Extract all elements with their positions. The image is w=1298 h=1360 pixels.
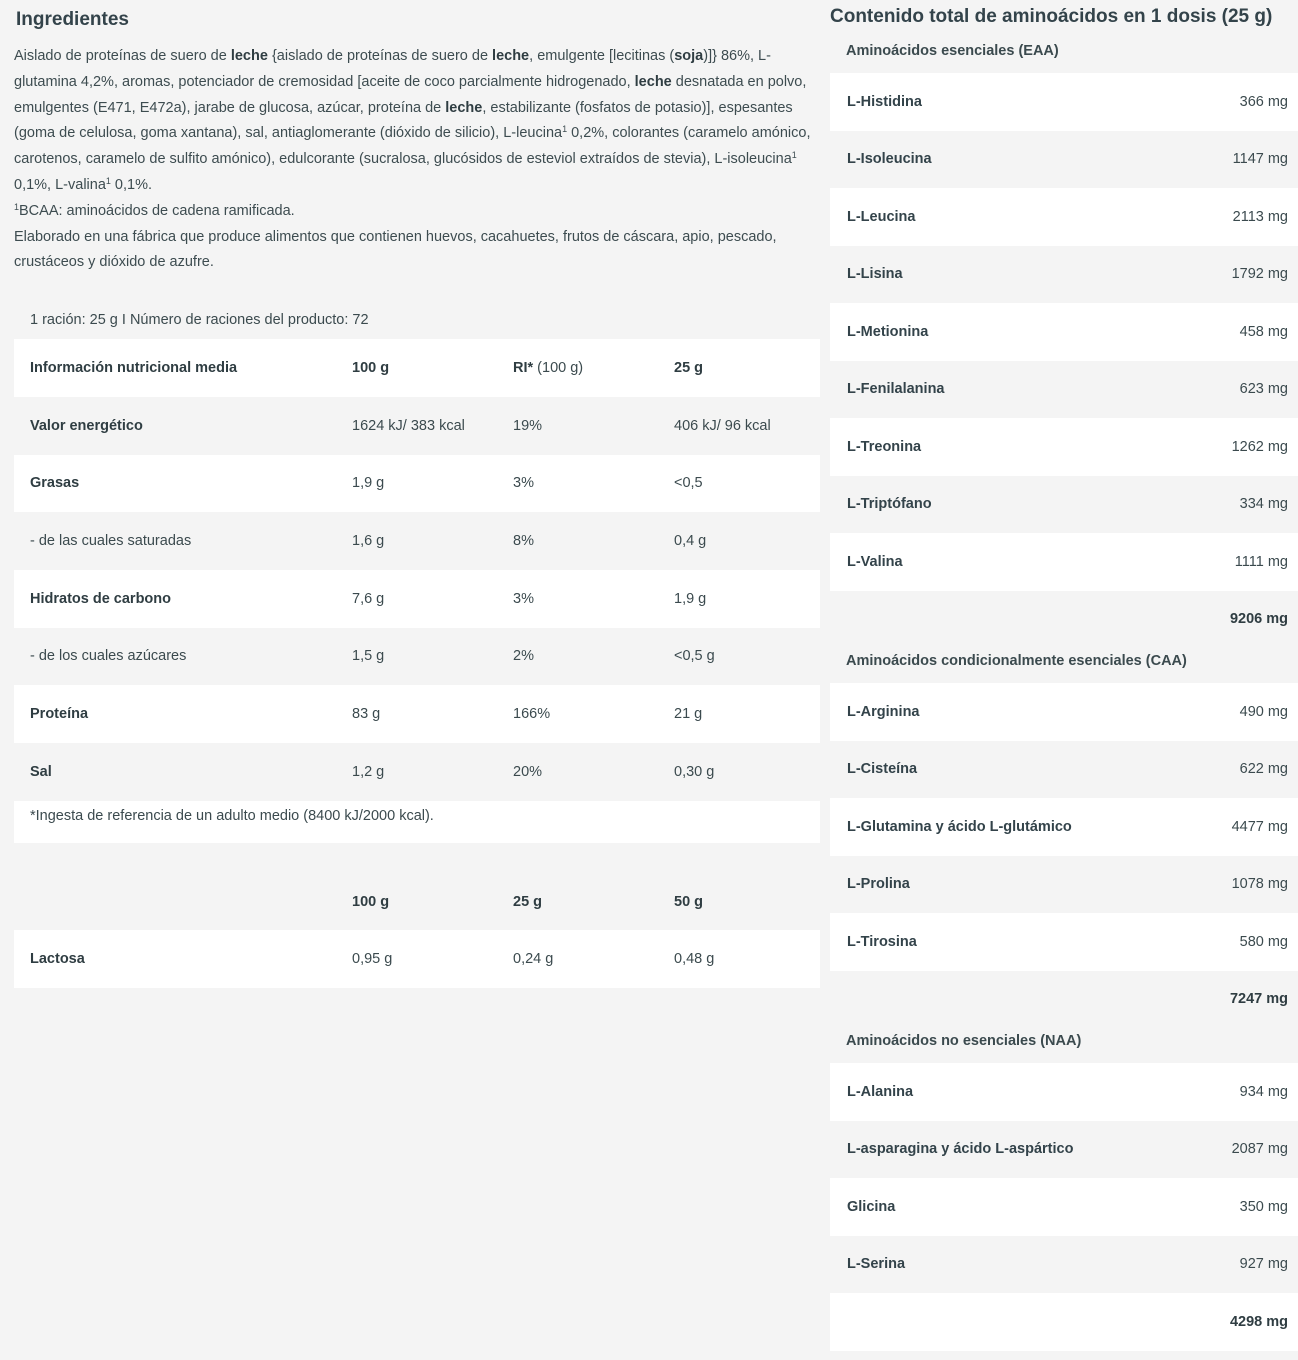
value-25g: 406 kJ/ 96 kcal bbox=[658, 397, 820, 455]
amino-group-header: Aminoácidos esenciales (EAA) bbox=[830, 38, 1298, 73]
amino-value: 1078 mg bbox=[1231, 876, 1288, 893]
amino-value: 1147 mg bbox=[1232, 151, 1288, 168]
amino-name: L-Serina bbox=[847, 1256, 906, 1273]
amino-value: 2113 mg bbox=[1232, 208, 1288, 225]
nutrition-header-100g: 100 g bbox=[336, 339, 497, 397]
amino-row bbox=[830, 131, 1298, 189]
amino-row bbox=[830, 533, 1298, 591]
ingredient-text: 0,1%. bbox=[110, 176, 153, 193]
value-25g: 21 g bbox=[658, 685, 820, 743]
amino-value: 1262 mg bbox=[1231, 438, 1288, 455]
lactose-header-50g: 50 g bbox=[658, 873, 820, 931]
amino-row bbox=[830, 476, 1298, 534]
amino-row bbox=[830, 913, 1298, 971]
amino-value: 458 mg bbox=[1239, 323, 1288, 340]
value-ri: 2% bbox=[497, 628, 658, 686]
value-ri: 20% bbox=[497, 743, 658, 801]
allergen-text: leche bbox=[634, 73, 672, 90]
amino-name: L-Cisteína bbox=[847, 761, 918, 778]
value-ri: 3% bbox=[497, 570, 658, 628]
allergen-text: leche bbox=[445, 99, 483, 116]
amino-value: 490 mg bbox=[1239, 703, 1288, 720]
portion-info: 1 ración: 25 g I Número de raciones del producto: 72 bbox=[30, 312, 369, 329]
amino-group-header: Aminoácidos no esenciales (NAA) bbox=[830, 1028, 1298, 1063]
amino-value: 622 mg bbox=[1239, 761, 1288, 778]
amino-name: L-Glutamina y ácido L-glutámico bbox=[847, 818, 1072, 835]
amino-row bbox=[830, 1063, 1298, 1121]
nutrition-header-label: Información nutricional media bbox=[14, 339, 336, 397]
value-100g: 1,5 g bbox=[336, 628, 497, 686]
amino-name: L-asparagina y ácido L-aspártico bbox=[847, 1141, 1074, 1158]
amino-name: L-Triptófano bbox=[847, 496, 932, 513]
amino-group-total: 9206 mg bbox=[830, 591, 1298, 649]
nutrition-row bbox=[14, 743, 820, 801]
amino-row bbox=[830, 1236, 1298, 1294]
lactose-25g: 0,24 g bbox=[497, 930, 658, 988]
value-25g: <0,5 bbox=[658, 455, 820, 513]
lactose-50g: 0,48 g bbox=[658, 930, 820, 988]
left-column bbox=[14, 0, 820, 988]
value-100g: 7,6 g bbox=[336, 570, 497, 628]
amino-value: 927 mg bbox=[1239, 1256, 1288, 1273]
amino-value: 934 mg bbox=[1239, 1083, 1288, 1100]
amino-title: Contenido total de aminoácidos en 1 dosis (25 g) bbox=[830, 6, 1273, 27]
nutrient-label: Valor energético bbox=[14, 397, 336, 455]
amino-value: 580 mg bbox=[1239, 933, 1288, 950]
value-25g: 0,4 g bbox=[658, 512, 820, 570]
amino-value: 2087 mg bbox=[1231, 1141, 1288, 1158]
amino-group-total: 7247 mg bbox=[830, 971, 1298, 1029]
amino-name: L-Lisina bbox=[847, 266, 903, 283]
amino-name: L-Isoleucina bbox=[847, 151, 932, 168]
value-100g: 1,6 g bbox=[336, 512, 497, 570]
factory-note: Elaborado en una fábrica que produce alimentos que contienen huevos, cacahuetes, frutos de cáscara, apio, pescado, crustáceos y dióxido de azufre. bbox=[14, 228, 777, 271]
amino-row bbox=[830, 1178, 1298, 1236]
amino-row bbox=[830, 303, 1298, 361]
amino-name: L-Tirosina bbox=[847, 933, 917, 950]
superscript: 1 bbox=[791, 150, 797, 161]
amino-name: L-Treonina bbox=[847, 438, 922, 455]
allergen-text: soja bbox=[674, 48, 704, 64]
lactose-header-25g: 25 g bbox=[497, 873, 658, 931]
nutrition-row bbox=[14, 512, 820, 570]
ingredient-text: 0,2%, colorantes (caramelo amónico, carotenos, caramelo de sulfito amónico), edulcorante (sucralosa, glucósidos de esteviol extraídos de stevia), L-isoleucina bbox=[14, 125, 811, 168]
bcaa-note: $^1$BCAA: aminoácidos de cadena ramificada. bbox=[14, 201, 295, 219]
ingredient-text: , estabilizante (fosfatos de potasio)], espesantes (goma de celulosa, goma xantana), sal, antiaglomerante (dióxido de silicio), L-leucina bbox=[14, 99, 793, 142]
value-100g: 1624 kJ/ 383 kcal bbox=[336, 397, 497, 455]
amino-name: L-Prolina bbox=[847, 876, 910, 893]
amino-value: 334 mg bbox=[1239, 496, 1288, 513]
nutrient-label: - de las cuales saturadas bbox=[14, 512, 336, 570]
amino-group-total: 4298 mg bbox=[830, 1293, 1298, 1351]
amino-row bbox=[830, 418, 1298, 476]
value-25g: 0,30 g bbox=[658, 743, 820, 801]
nutrient-label: Sal bbox=[14, 743, 336, 801]
value-25g: 1,9 g bbox=[658, 570, 820, 628]
ingredient-text: {aislado de proteínas de suero de bbox=[267, 48, 493, 64]
nutrition-header-ri: RI* (100 g) bbox=[497, 339, 658, 397]
amino-row bbox=[830, 1121, 1298, 1179]
value-ri: 19% bbox=[497, 397, 658, 455]
nutrition-row bbox=[14, 628, 820, 686]
ingredients-title: Ingredientes bbox=[16, 9, 129, 30]
amino-row bbox=[830, 361, 1298, 419]
lactose-table bbox=[14, 873, 820, 988]
nutrition-row bbox=[14, 685, 820, 743]
nutrient-label: Proteína bbox=[14, 685, 336, 743]
ingredients-paragraph bbox=[14, 44, 820, 199]
amino-name: L-Metionina bbox=[847, 323, 929, 340]
amino-row bbox=[830, 188, 1298, 246]
amino-value: 350 mg bbox=[1239, 1198, 1288, 1215]
lactose-label: Lactosa bbox=[14, 930, 336, 988]
amino-value: 366 mg bbox=[1239, 93, 1288, 110]
value-ri: 166% bbox=[497, 685, 658, 743]
nutrition-row bbox=[14, 455, 820, 513]
ingredient-text: desnatada en polvo, emulgentes (E471, E472a), jarabe de glucosa, azúcar, proteína de bbox=[14, 73, 807, 116]
amino-name: L-Histidina bbox=[847, 93, 922, 110]
amino-acid-table bbox=[830, 38, 1298, 1351]
allergen-text: leche bbox=[230, 48, 268, 64]
amino-value: 1792 mg bbox=[1231, 266, 1288, 283]
right-column bbox=[830, 0, 1298, 1351]
value-ri: 8% bbox=[497, 512, 658, 570]
nutrient-label: - de los cuales azúcares bbox=[14, 628, 336, 686]
amino-name: L-Fenilalanina bbox=[847, 381, 945, 398]
lactose-100g: 0,95 g bbox=[336, 930, 497, 988]
nutrition-footnote: *Ingesta de referencia de un adulto medio (8400 kJ/2000 kcal). bbox=[14, 801, 820, 843]
amino-row bbox=[830, 683, 1298, 741]
amino-row bbox=[830, 741, 1298, 799]
amino-row bbox=[830, 856, 1298, 914]
value-100g: 1,2 g bbox=[336, 743, 497, 801]
lactose-header-100g: 100 g bbox=[336, 873, 497, 931]
nutrition-table bbox=[14, 339, 820, 801]
amino-group-header: Aminoácidos condicionalmente esenciales (CAA) bbox=[830, 648, 1298, 683]
nutrition-header-25g: 25 g bbox=[658, 339, 820, 397]
ingredient-text: 0,1%, L-valina bbox=[14, 176, 106, 193]
amino-value: 4477 mg bbox=[1231, 818, 1288, 835]
amino-name: Glicina bbox=[847, 1198, 896, 1215]
value-100g: 83 g bbox=[336, 685, 497, 743]
value-25g: <0,5 g bbox=[658, 628, 820, 686]
amino-row bbox=[830, 798, 1298, 856]
allergen-text: leche bbox=[492, 48, 530, 64]
nutrition-header-row bbox=[14, 339, 820, 397]
amino-name: L-Arginina bbox=[847, 703, 920, 720]
ingredients-text bbox=[14, 44, 820, 276]
amino-row bbox=[830, 246, 1298, 304]
nutrition-row bbox=[14, 397, 820, 455]
amino-value: 1111 mg bbox=[1234, 553, 1288, 570]
lactose-row bbox=[14, 930, 820, 988]
amino-row bbox=[830, 73, 1298, 131]
amino-value: 623 mg bbox=[1239, 381, 1288, 398]
nutrition-row bbox=[14, 570, 820, 628]
amino-name: L-Leucina bbox=[847, 208, 916, 225]
value-ri: 3% bbox=[497, 455, 658, 513]
value-100g: 1,9 g bbox=[336, 455, 497, 513]
ingredient-text: )]} 86%, L-glutamina 4,2%, aromas, potenciador de cremosidad [aceite de coco parcialmente hidrogenado, bbox=[14, 48, 771, 90]
nutrient-label: Grasas bbox=[14, 455, 336, 513]
ingredient-text: , emulgente [lecitinas ( bbox=[529, 48, 675, 64]
superscript: 1 bbox=[562, 124, 568, 135]
nutrient-label: Hidratos de carbono bbox=[14, 570, 336, 628]
ingredient-text: Aislado de proteínas de suero de bbox=[14, 48, 231, 64]
amino-name: L-Alanina bbox=[847, 1083, 914, 1100]
amino-name: L-Valina bbox=[847, 553, 903, 570]
superscript: 1 bbox=[105, 175, 111, 186]
lactose-header-row bbox=[14, 873, 820, 931]
